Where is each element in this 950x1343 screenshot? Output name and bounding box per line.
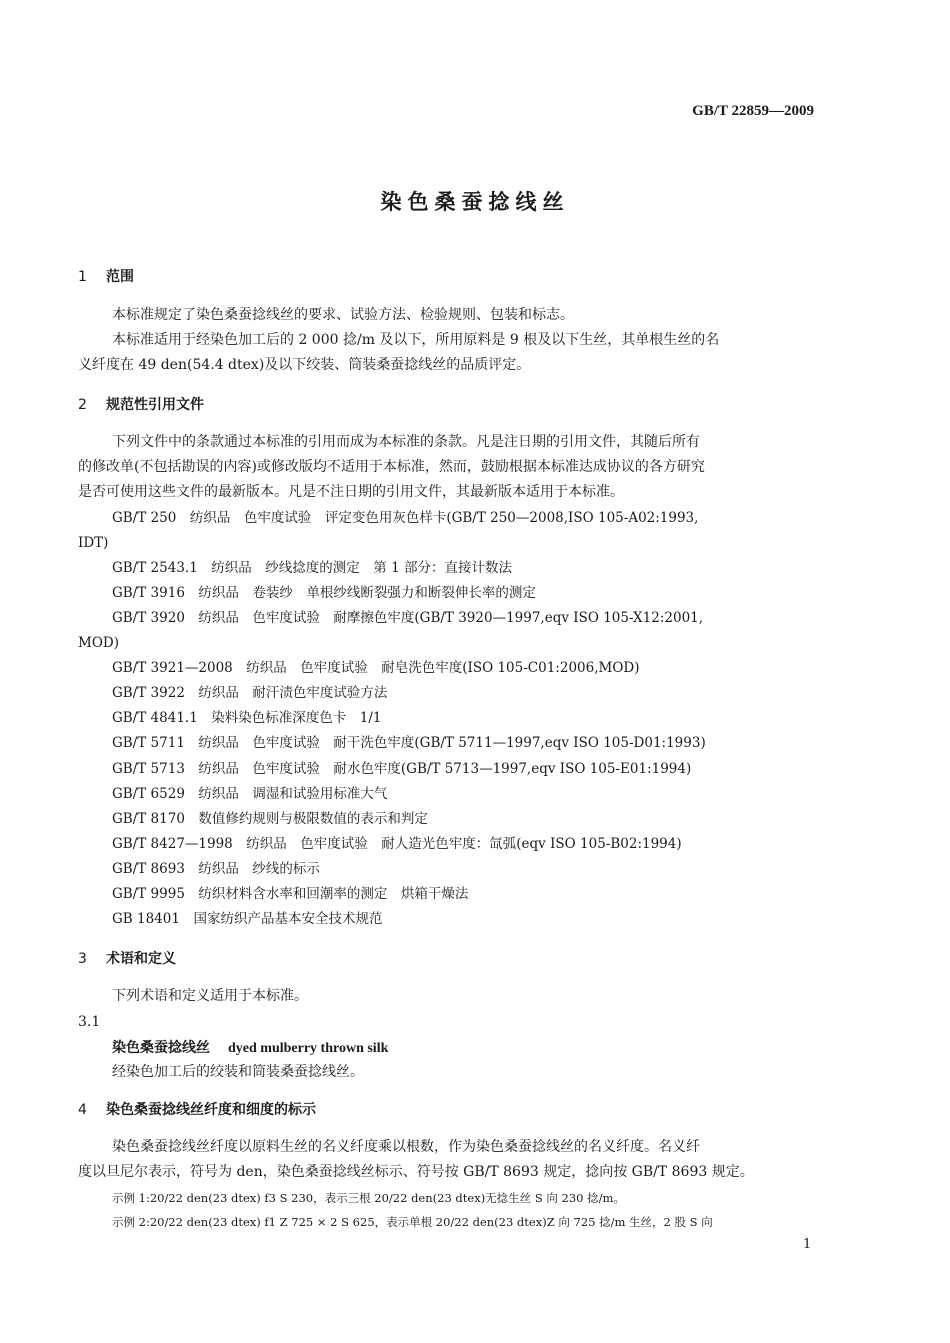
section-title: 范围: [106, 269, 134, 285]
reference-line: GB/T 6529 纺织品 调湿和试验用标准大气: [112, 786, 388, 802]
term-chinese: 染色桑蚕捻线丝: [112, 1040, 210, 1056]
section-1-heading: [78, 268, 134, 286]
section-number: 3: [78, 951, 87, 967]
section-number: 4: [78, 1102, 87, 1118]
paragraph-line: 染色桑蚕捻线丝纤度以原料生丝的名义纤度乘以根数，作为染色桑蚕捻线丝的名义纤度。名义纤: [112, 1139, 700, 1155]
example-line: 示例 2:20/22 den(23 dtex) f1 Z 725 × 2 S 625，表示单根 20/22 den(23 dtex)Z 向 725 捻/m 生丝，2 股 S 向: [112, 1215, 713, 1229]
reference-line: GB/T 4841.1 染料染色标准深度色卡 1/1: [112, 710, 382, 726]
term-english: dyed mulberry thrown silk: [228, 1041, 389, 1056]
term-definition: 经染色加工后的绞装和筒装桑蚕捻线丝。: [112, 1064, 364, 1080]
paragraph-line: 本标准适用于经染色加工后的 2 000 捻/m 及以下，所用原料是 9 根及以下生丝，其单根生丝的名: [112, 332, 720, 348]
reference-line: GB/T 8170 数值修约规则与极限数值的表示和判定: [112, 811, 428, 827]
paragraph: 本标准规定了染色桑蚕捻线丝的要求、试验方法、检验规则、包装和标志。: [112, 307, 574, 323]
reference-line: MOD): [78, 635, 119, 651]
paragraph-line: 下列文件中的条款通过本标准的引用而成为本标准的条款。凡是注日期的引用文件，其随后所有: [112, 434, 700, 450]
reference-line: GB/T 8693 纺织品 纱线的标示: [112, 861, 320, 877]
section-2-heading: [78, 396, 204, 414]
reference-line: GB/T 3922 纺织品 耐汗渍色牢度试验方法: [112, 685, 388, 701]
reference-line: GB/T 250 纺织品 色牢度试验 评定变色用灰色样卡(GB/T 250—2008,ISO 105-A02:1993,: [112, 510, 699, 526]
reference-line: GB/T 3916 纺织品 卷装纱 单根纱线断裂强力和断裂伸长率的测定: [112, 585, 536, 601]
example-line: 示例 1:20/22 den(23 dtex) f3 S 230，表示三根 20/22 den(23 dtex)无捻生丝 S 向 230 捻/m。: [112, 1191, 625, 1205]
reference-line: GB/T 3921—2008 纺织品 色牢度试验 耐皂洗色牢度(ISO 105-C01:2006,MOD): [112, 660, 640, 676]
reference-line: GB/T 2543.1 纺织品 纱线捻度的测定 第 1 部分：直接计数法: [112, 560, 512, 576]
paragraph: 下列术语和定义适用于本标准。: [112, 988, 308, 1004]
reference-line: GB/T 5711 纺织品 色牢度试验 耐干洗色牢度(GB/T 5711—1997,eqv ISO 105-D01:1993): [112, 735, 706, 751]
section-3-heading: [78, 950, 176, 968]
paragraph-line: 的修改单(不包括勘误的内容)或修改版均不适用于本标准，然而，鼓励根据本标准达成协议的各方研究: [78, 459, 705, 475]
document-title: 染色桑蚕捻线丝: [380, 190, 570, 214]
section-title: 术语和定义: [106, 951, 176, 967]
paragraph-line: 是否可使用这些文件的最新版本。凡是不注日期的引用文件，其最新版本适用于本标准。: [78, 484, 624, 500]
reference-line: IDT): [78, 535, 109, 551]
section-4-heading: [78, 1101, 316, 1119]
reference-line: GB/T 9995 纺织材料含水率和回潮率的测定 烘箱干燥法: [112, 886, 469, 902]
reference-line: GB/T 8427—1998 纺织品 色牢度试验 耐人造光色牢度：氙弧(eqv ISO 105-B02:1994): [112, 836, 682, 852]
section-number: 2: [78, 397, 87, 413]
term-entry: [112, 1039, 388, 1058]
paragraph-line: 义纤度在 49 den(54.4 dtex)及以下绞装、筒装桑蚕捻线丝的品质评定。: [78, 357, 531, 373]
reference-line: GB/T 5713 纺织品 色牢度试验 耐水色牢度(GB/T 5713—1997,eqv ISO 105-E01:1994): [112, 761, 692, 777]
paragraph-line: 度以旦尼尔表示，符号为 den，染色桑蚕捻线丝标示、符号按 GB/T 8693 规定，捻向按 GB/T 8693 规定。: [78, 1164, 754, 1180]
section-number: 1: [78, 269, 87, 285]
section-title: 染色桑蚕捻线丝纤度和细度的标示: [106, 1102, 316, 1118]
reference-line: GB/T 3920 纺织品 色牢度试验 耐摩擦色牢度(GB/T 3920—1997,eqv ISO 105-X12:2001,: [112, 610, 704, 626]
standard-code: GB/T 22859—2009: [692, 103, 814, 119]
subsection-number: 3.1: [78, 1014, 101, 1030]
reference-line: GB 18401 国家纺织产品基本安全技术规范: [112, 911, 383, 927]
page-number: 1: [803, 1237, 812, 1252]
section-title: 规范性引用文件: [106, 397, 204, 413]
